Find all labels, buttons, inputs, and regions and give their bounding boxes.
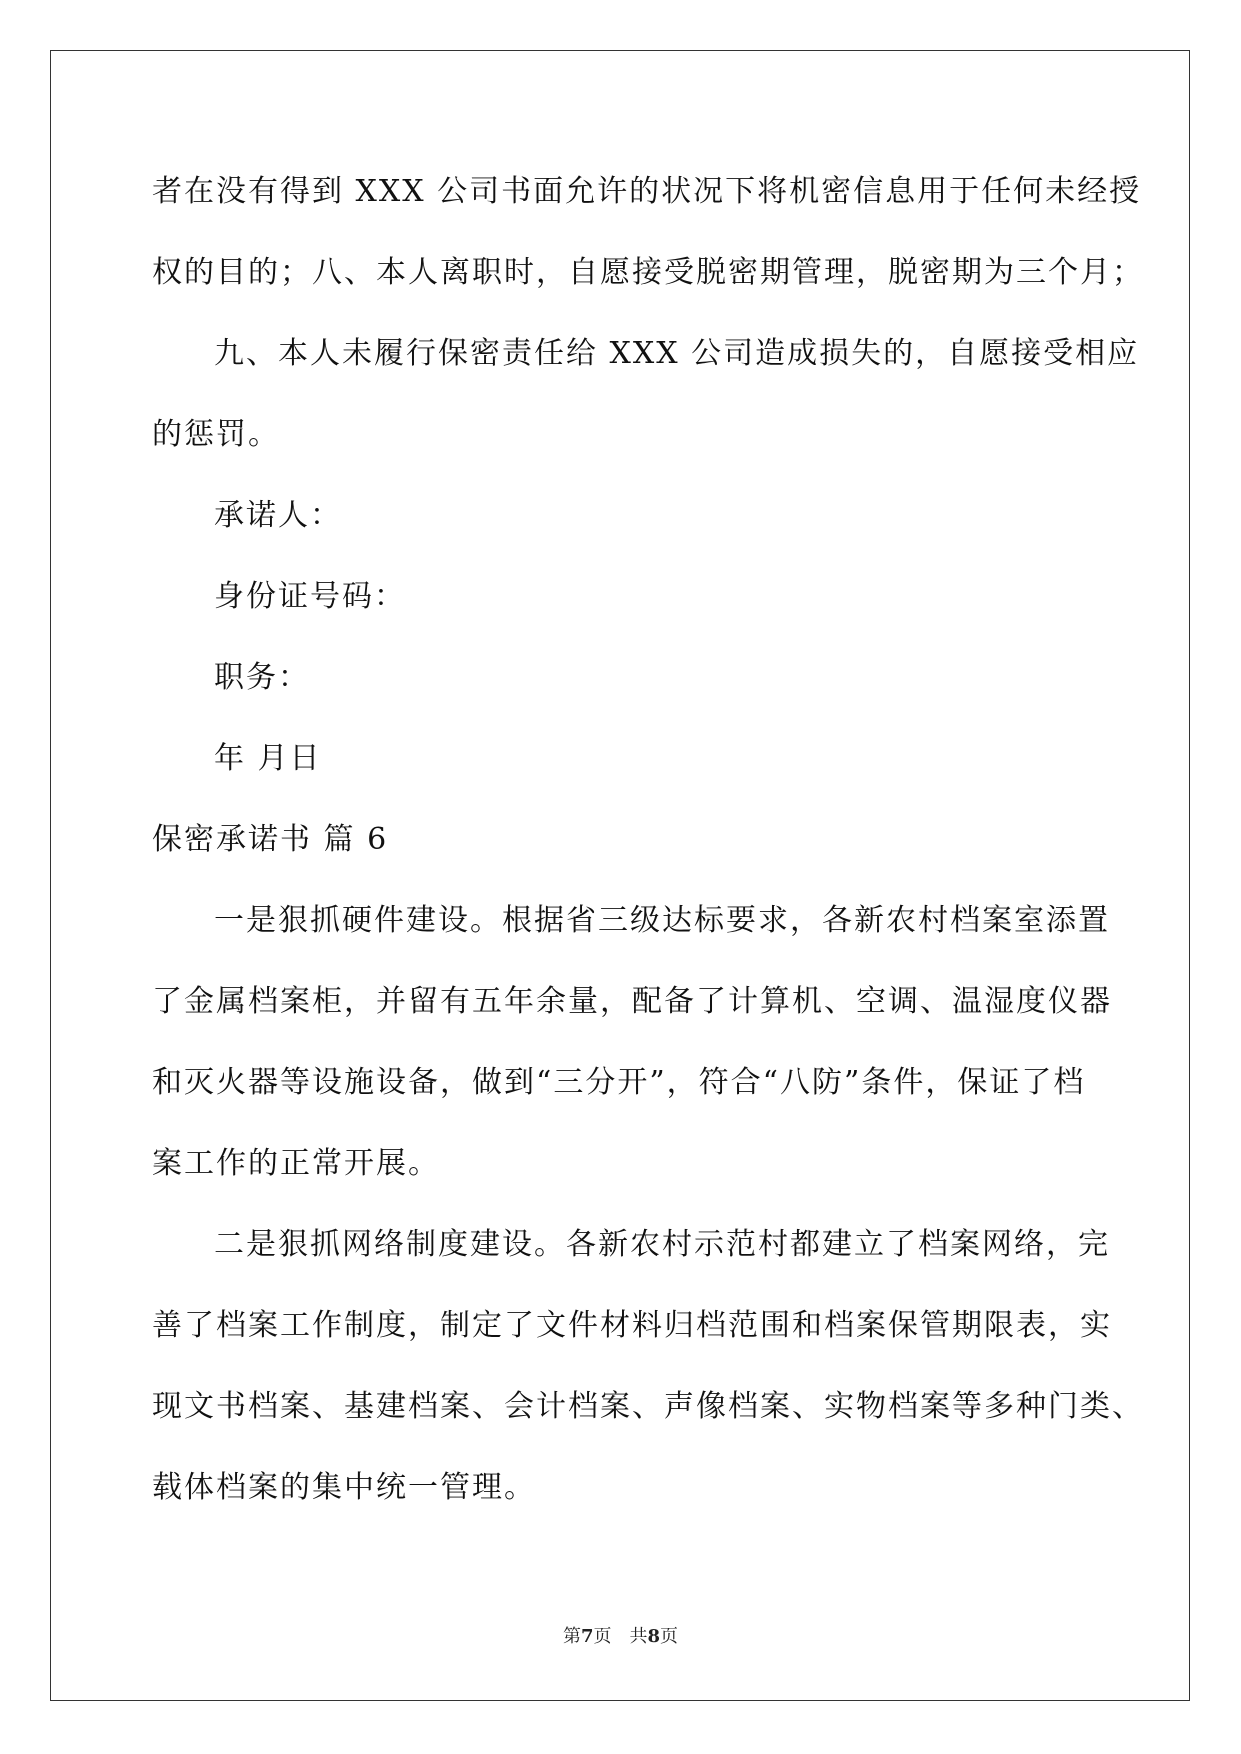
body-line-4: 的惩罚。 bbox=[152, 417, 280, 452]
body-line-14: 二是狠抓网络制度建设。各新农村示范村都建立了档案网络，完 bbox=[214, 1227, 1110, 1262]
body-line-1: 者在没有得到 XXX 公司书面允许的状况下将机密信息用于任何未经授 bbox=[152, 174, 1142, 209]
page-total: 8 bbox=[647, 1626, 661, 1647]
total-prefix: 共 bbox=[629, 1626, 648, 1647]
page-prefix: 第 bbox=[562, 1626, 581, 1647]
body-line-11: 了金属档案柜，并留有五年余量，配备了计算机、空调、温湿度仪器 bbox=[152, 984, 1112, 1019]
body-line-16: 现文书档案、基建档案、会计档案、声像档案、实物档案等多种门类、 bbox=[152, 1389, 1144, 1424]
date-label: 年 月日 bbox=[214, 741, 322, 776]
body-line-15: 善了档案工作制度，制定了文件材料归档范围和档案保管期限表，实 bbox=[152, 1308, 1112, 1343]
body-line-13: 案工作的正常开展。 bbox=[152, 1146, 440, 1181]
body-line-2: 权的目的；八、本人离职时，自愿接受脱密期管理，脱密期为三个月； bbox=[152, 255, 1144, 290]
signer-label: 承诺人： bbox=[214, 498, 342, 533]
page-suffix: 页 bbox=[593, 1626, 612, 1647]
body-line-3: 九、本人未履行保密责任给 XXX 公司造成损失的，自愿接受相应 bbox=[214, 336, 1140, 371]
id-number-label: 身份证号码： bbox=[214, 579, 406, 614]
body-line-12: 和灭火器等设施设备，做到“三分开”，符合“八防”条件，保证了档 bbox=[152, 1065, 1086, 1100]
total-suffix: 页 bbox=[660, 1626, 679, 1647]
page-current: 7 bbox=[580, 1626, 594, 1647]
page-footer bbox=[0, 1625, 1241, 1649]
body-line-17: 载体档案的集中统一管理。 bbox=[152, 1470, 536, 1505]
page-border bbox=[50, 50, 1190, 1701]
body-line-10: 一是狠抓硬件建设。根据省三级达标要求，各新农村档案室添置 bbox=[214, 903, 1110, 938]
position-label: 职务： bbox=[214, 660, 310, 695]
section-heading: 保密承诺书 篇 6 bbox=[152, 822, 389, 857]
